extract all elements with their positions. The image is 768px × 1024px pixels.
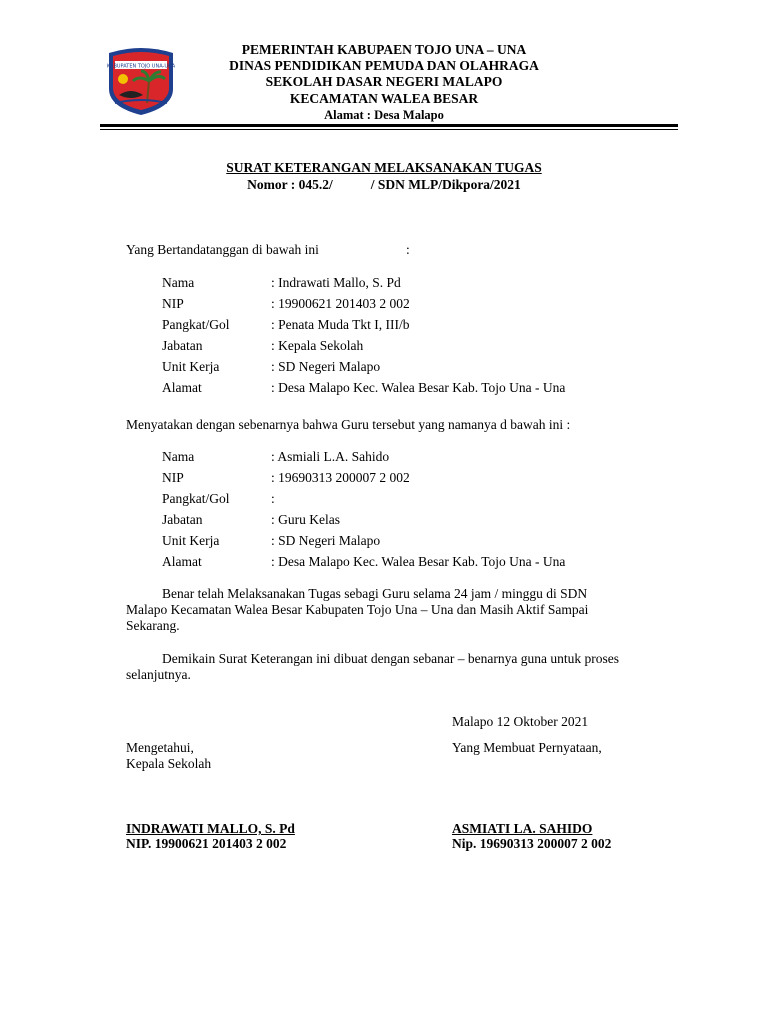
signer-label: Alamat — [162, 380, 202, 395]
letterhead-divider-thick — [100, 124, 678, 127]
teacher-value: : — [271, 491, 275, 506]
right-sign-line-1: Yang Membuat Pernyataan, — [452, 740, 602, 755]
document-heading: SURAT KETERANGAN MELAKSANAKAN TUGAS — [226, 160, 542, 175]
right-sign-name: ASMIATI LA. SAHIDO — [452, 821, 593, 836]
body-2-line-2: selanjutnya. — [126, 667, 191, 682]
teacher-label: Nama — [162, 449, 195, 464]
teacher-value: : Asmiali L.A. Sahido — [271, 449, 390, 464]
statement-text: Menyatakan dengan sebenarnya bahwa Guru tersebut yang namanya d bawah ini : — [126, 417, 571, 432]
left-sign-line-2: Kepala Sekolah — [126, 756, 212, 771]
right-sign-nip: Nip. 19690313 200007 2 002 — [452, 836, 612, 851]
signer-value: : 19900621 201403 2 002 — [271, 296, 410, 311]
body-paragraph-2 — [126, 651, 646, 683]
document-title — [100, 160, 668, 193]
body-paragraph-1 — [126, 586, 646, 634]
teacher-value: : 19690313 200007 2 002 — [271, 470, 410, 485]
letterhead-divider-thin — [100, 129, 678, 130]
letterhead-line-2: DINAS PENDIDIKAN PEMUDA DAN OLAHRAGA — [229, 58, 539, 74]
signer-value: : Kepala Sekolah — [271, 338, 364, 353]
intro-text: Yang Bertandatanggan di bawah ini — [126, 242, 319, 257]
teacher-label: Unit Kerja — [162, 533, 220, 548]
letterhead-address: Alamat : Desa Malapo — [324, 107, 444, 122]
teacher-label: Jabatan — [162, 512, 203, 527]
document-number-suffix: / SDN MLP/Dikpora/2021 — [370, 176, 521, 192]
document-number-prefix: Nomor : 045.2/ — [247, 176, 333, 192]
signer-value: : Desa Malapo Kec. Walea Besar Kab. Tojo Una - Una — [271, 380, 566, 395]
body-1-line-2: Malapo Kecamatan Walea Besar Kabupaten Tojo Una – Una dan Masih Aktif Sampai — [126, 602, 589, 617]
document-number — [100, 177, 668, 194]
body-1-line-1: Benar telah Melaksanakan Tugas sebagi Guru selama 24 jam / minggu di SDN — [162, 586, 588, 601]
signer-label: Unit Kerja — [162, 359, 220, 374]
signer-label: Jabatan — [162, 338, 203, 353]
svg-text:KABUPATEN TOJO UNA-UNA: KABUPATEN TOJO UNA-UNA — [106, 63, 176, 70]
teacher-value: : SD Negeri Malapo — [271, 533, 381, 548]
signer-label: NIP — [162, 296, 184, 311]
signer-value: : SD Negeri Malapo — [271, 359, 381, 374]
teacher-value: : Guru Kelas — [271, 512, 340, 527]
letterhead-line-1: PEMERINTAH KABUPAEN TOJO UNA – UNA — [241, 42, 527, 57]
signer-label: Nama — [162, 275, 195, 290]
place-date: Malapo 12 Oktober 2021 — [452, 714, 589, 729]
teacher-label: Pangkat/Gol — [162, 491, 230, 506]
body-2-line-1: Demikain Surat Keterangan ini dibuat dengan sebanar – benarnya guna untuk proses — [162, 651, 619, 666]
left-sign-name: INDRAWATI MALLO, S. Pd — [126, 821, 295, 836]
signer-value: : Indrawati Mallo, S. Pd — [271, 275, 401, 290]
letterhead — [180, 42, 588, 123]
signer-label: Pangkat/Gol — [162, 317, 230, 332]
signer-value: : Penata Muda Tkt I, III/b — [271, 317, 410, 332]
regency-logo-icon — [103, 45, 179, 117]
intro-colon: : — [406, 242, 410, 257]
letterhead-line-4: KECAMATAN WALEA BESAR — [289, 90, 479, 106]
left-sign-nip: NIP. 19900621 201403 2 002 — [126, 836, 287, 851]
teacher-value: : Desa Malapo Kec. Walea Besar Kab. Tojo Una - Una — [271, 554, 566, 569]
teacher-label: NIP — [162, 470, 184, 485]
teacher-label: Alamat — [162, 554, 202, 569]
left-sign-line-1: Mengetahui, — [126, 740, 194, 755]
body-1-line-3: Sekarang. — [126, 618, 180, 633]
letterhead-line-3: SEKOLAH DASAR NEGERI MALAPO — [265, 74, 503, 90]
